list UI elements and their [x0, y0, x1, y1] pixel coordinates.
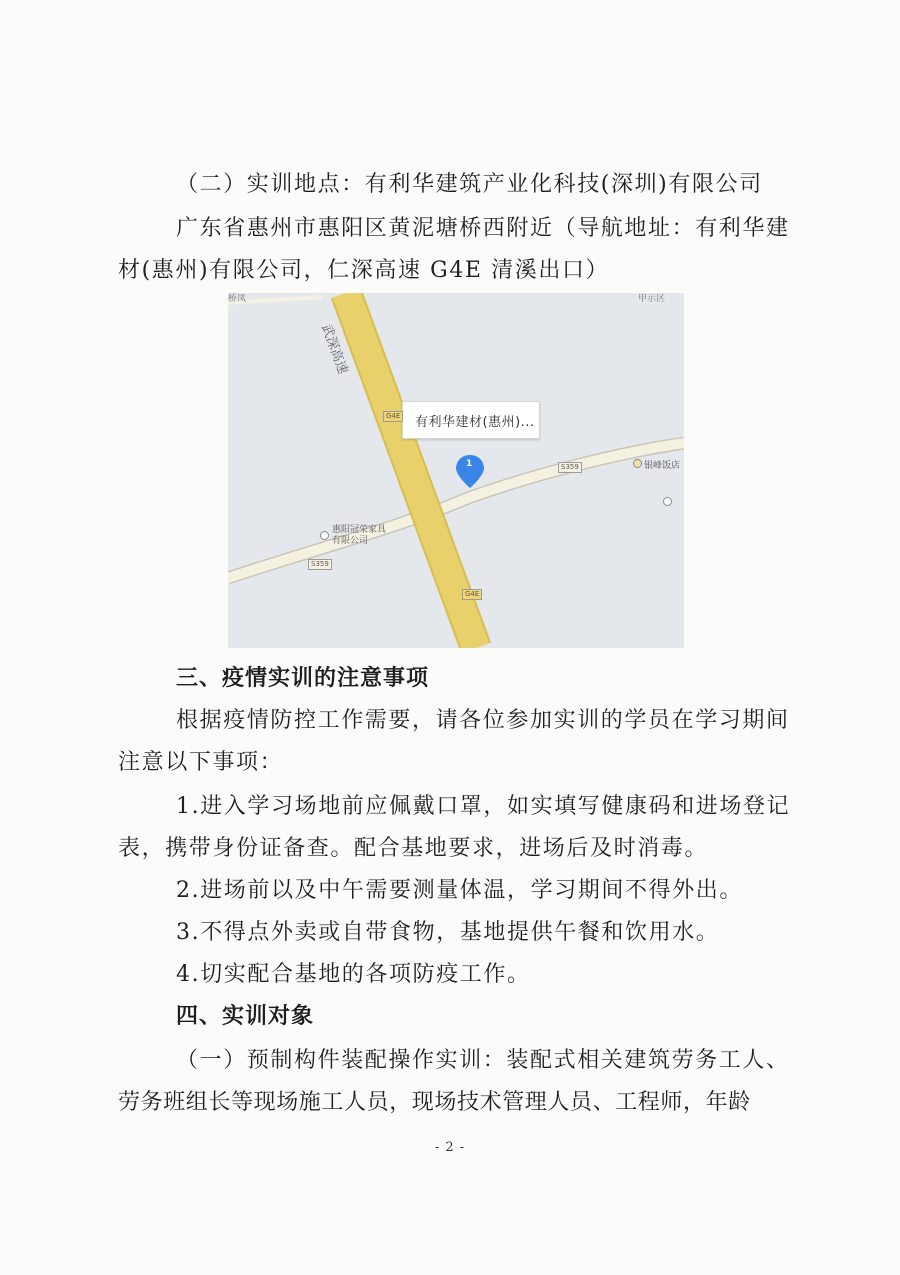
highway-name-label: 武深高速 [318, 322, 351, 377]
address-line-1: 广东省惠州市惠阳区黄泥塘桥西附近（导航地址：有利华建 [176, 216, 790, 241]
section-4-line-2: 劳务班组长等现场施工人员，现场技术管理人员、工程师，年龄 [118, 1090, 751, 1115]
s359-badge-left: S359 [308, 559, 332, 570]
g4e-badge-top: G4E [383, 411, 403, 422]
section-4-heading: 四、实训对象 [176, 1004, 315, 1029]
poi-right-icon [663, 497, 672, 506]
restaurant-label: 银峰饭店 [644, 461, 681, 471]
item-4: 4.切实配合基地的各项防疫工作。 [176, 962, 531, 987]
topright-poi-label: 甲示区 [638, 294, 666, 304]
company-poi-icon [320, 531, 329, 540]
item-2: 2.进场前以及中午需要测量体温，学习期间不得外出。 [176, 878, 743, 903]
section-3-intro-1: 根据疫情防控工作需要，请各位参加实训的学员在学习期间 [176, 708, 790, 733]
item-3: 3.不得点外卖或自带食物，基地提供午餐和饮用水。 [176, 920, 720, 945]
training-location-line: （二）实训地点：有利华建筑产业化科技(深圳)有限公司 [176, 172, 763, 197]
topleft-poi-label: 桥凤 [228, 294, 247, 304]
callout-text: 有利华建材(惠州)... [415, 415, 535, 430]
company-poi-line1: 惠阳冠荣家具 [332, 525, 387, 535]
section-4-line-1: （一）预制构件装配操作实训：装配式相关建筑劳务工人、 [176, 1048, 790, 1073]
address-line-2: 材(惠州)有限公司，仁深高速 G4E 清溪出口） [118, 258, 610, 283]
section-3-intro-2: 注意以下事项： [118, 750, 284, 775]
company-poi-line2: 有限公司 [332, 536, 369, 546]
item-1-line-2: 表，携带身份证备查。配合基地要求，进场后及时消毒。 [118, 836, 709, 861]
s359-badge-right: S359 [558, 462, 582, 473]
g4e-badge-bottom: G4E [462, 589, 482, 600]
location-map [228, 293, 684, 648]
section-3-heading: 三、疫情实训的注意事项 [176, 666, 430, 691]
map-roads [228, 293, 684, 648]
company-poi-label [332, 525, 386, 547]
page-number: - 2 - [434, 1140, 466, 1155]
location-callout[interactable] [402, 401, 540, 439]
restaurant-icon [633, 459, 642, 468]
item-1-line-1: 1.进入学习场地前应佩戴口罩，如实填写健康码和进场登记 [176, 794, 791, 819]
marker-number: 1 [466, 459, 473, 469]
